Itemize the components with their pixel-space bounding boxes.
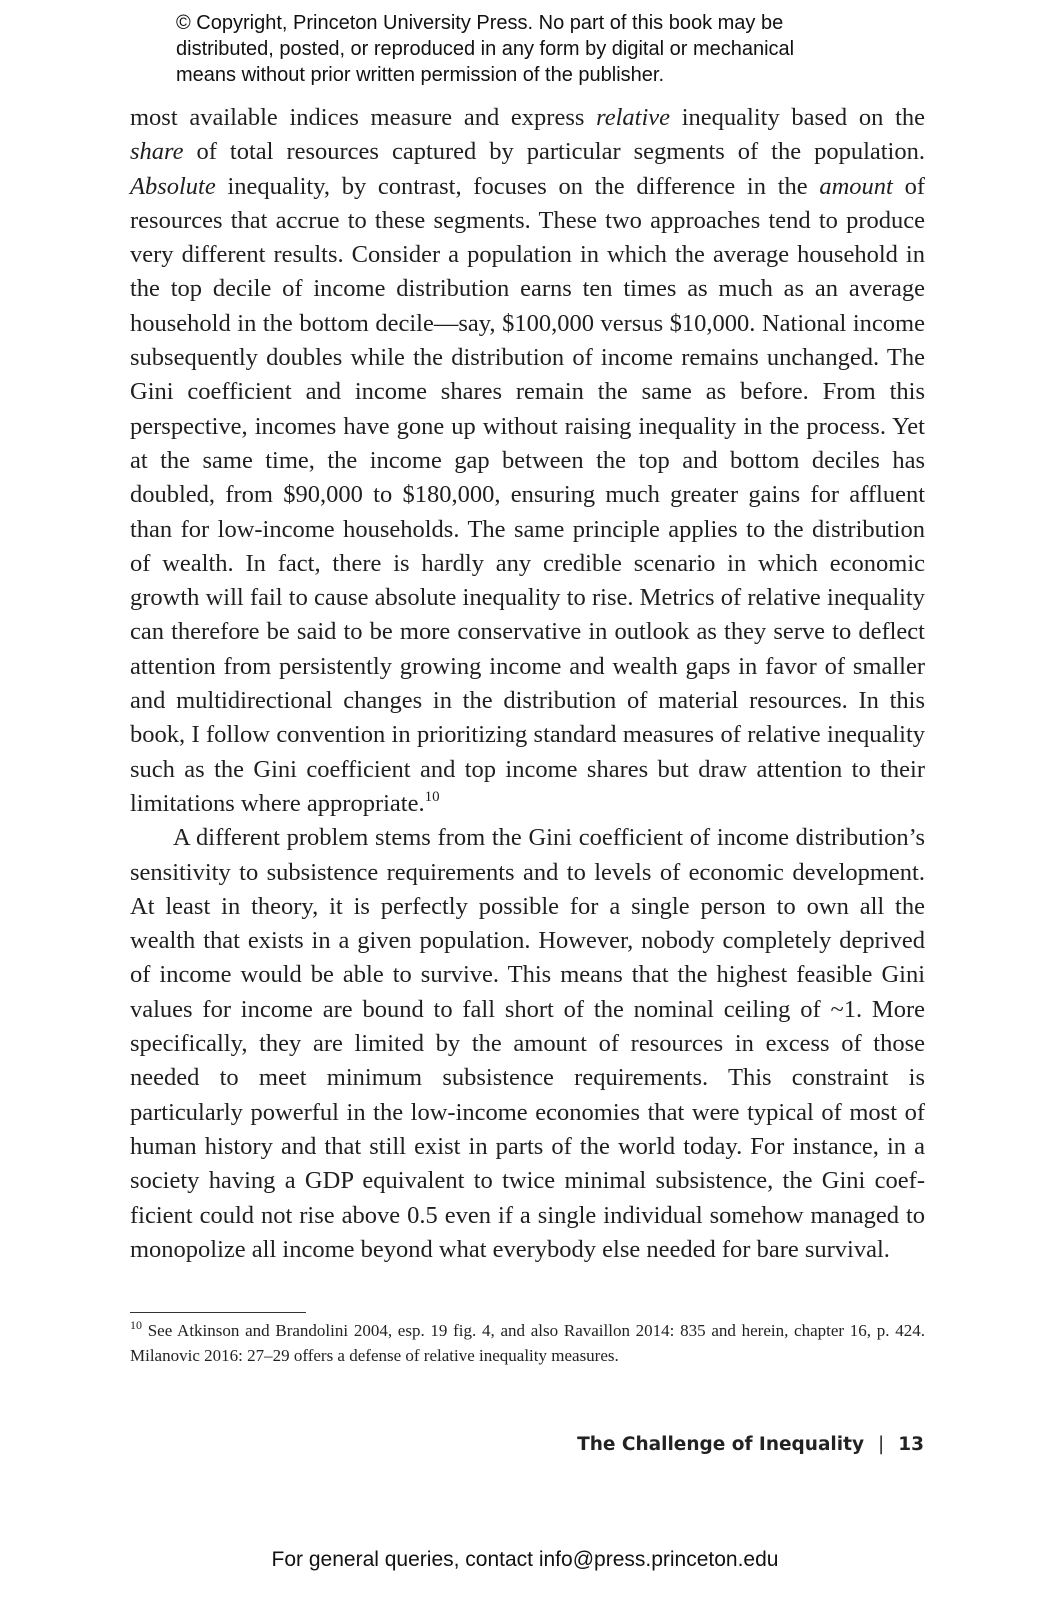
contact-line: For general queries, contact info@press.princeton.edu [271,1548,779,1571]
text-run: of resources that accrue to these segments. These two approaches tend to produce very different results. Consider a population in which the average household in the top decile of income distribution earns ten times as much as an average household in the bottom decile—say, $100,000 versus $10,000. National income subsequently doubles while the distribution of income remains unchanged. The Gini coefficient and income shares remain the same as before. From this perspective, incomes have gone up without raising inequality in the process. Yet at the same time, the income gap between the top and bottom deciles has doubled, from $90,000 to $180,000, ensuring much greater gains for affluent than for low-income households. The same principle applies to the distribution of wealth. In fact, there is hardly any credible scenario in which economic growth will fail to cause absolute inequality to rise. Metrics of relative inequality can therefore be said to be more conservative in outlook as they serve to deflect attention from persistently growing income and wealth gaps in favor of smaller and multidirectional changes in the distribution of material resources. In this book, I follow convention in prioritizing standard measures of relative inequality such as the Gini coefficient and top income shares but draw attention to their limitations where appropriate. [130,172,925,817]
footnote-divider [130,1312,306,1313]
page-number: 13 [898,1434,924,1455]
paragraph-1 [130,101,925,821]
copyright-notice [176,10,896,88]
footnote [130,1318,925,1368]
emphasis: share [130,138,184,166]
text-run: most available indices measure and express [130,104,597,131]
footnote-text: See Atkinson and Brandolini 2004, esp. 19 fig. 4, and also Ravaillon 2014: 835 and herein, chapter 16, p. 424. Milanovic 2016: 27–29 offers a defense of relative inequality measures. [130,1321,925,1365]
text-run: inequality based on the [670,104,925,131]
copyright-line: © Copyright, Princeton University Press. No part of this book may be [176,12,784,34]
paragraph-2: A different problem stems from the Gini coefficient of income distribution’s sensitivity to subsistence requirements and to levels of economic development. At least in theory, it is perfectly possible for a single person to own all the wealth that exists in a given population. However, nobody completely deprived of income would be able to survive. This means that the highest feasible Gini values for income are bound to fall short of the nominal ceiling of ~1. More specifically, they are limited by the amount of resources in excess of those needed to meet minimum subsistence requirements. This constraint is particularly powerful in the low-income economies that were typical of most of human history and that still exist in parts of the world today. For instance, in a society having a GDP equivalent to twice minimal subsistence, the Gini coefficient could not rise above 0.5 even if a single individual somehow managed to monopolize all income beyond what everybody else needed for bare survival. [130,824,925,1263]
chapter-title: The Challenge of Inequality [577,1434,865,1455]
footnote-ref[interactable]: 10 [424,788,440,805]
running-footer [577,1434,924,1455]
emphasis: amount [819,172,893,200]
emphasis: relative [596,104,671,131]
emphasis: Absolute [130,172,216,200]
text-run: of total resources captured by particular segments of the population. [183,138,925,166]
copyright-line: means without prior written permission of the publisher. [176,64,665,86]
main-text [130,101,925,1267]
footer-separator: | [878,1434,885,1455]
text-run: inequality, by contrast, focuses on the difference in the [215,172,820,200]
footnote-number: 10 [130,1318,142,1332]
copyright-line: distributed, posted, or reproduced in any form by digital or mechanical [176,38,795,60]
